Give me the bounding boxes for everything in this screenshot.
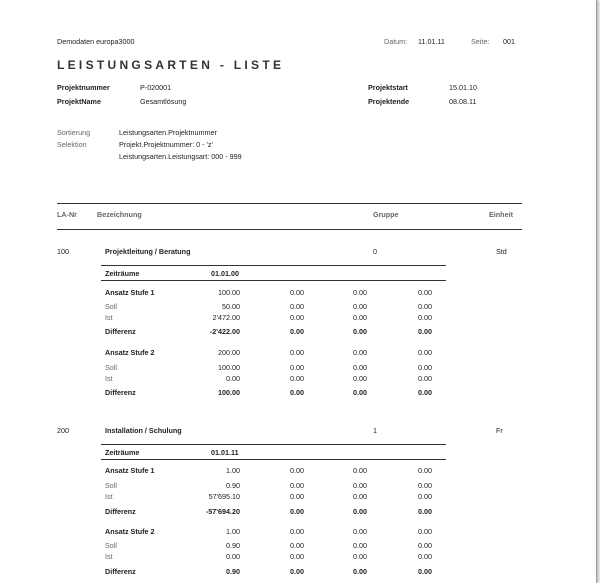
ansatz-value: 0.00	[290, 466, 304, 475]
differenz-value: 0.00	[290, 507, 304, 516]
datum-value: 11.01.11	[418, 37, 445, 46]
ansatz-value: 0.00	[353, 288, 367, 297]
soll-value: 0.00	[353, 363, 367, 372]
soll-label: Soll	[105, 302, 117, 311]
soll-value: 100.00	[218, 363, 240, 372]
column-header-bottom-rule	[57, 229, 522, 230]
ist-value: 0.00	[418, 552, 432, 561]
ansatz-stufe-1-label: Ansatz Stufe 1	[105, 288, 155, 297]
ist-value: 0.00	[290, 552, 304, 561]
ansatz-value: 0.00	[353, 466, 367, 475]
seite-value: 001	[503, 37, 515, 46]
column-bezeichnung: Bezeichnung	[97, 210, 142, 219]
ansatz-value: 0.00	[418, 466, 432, 475]
zeitraeume-label: Zeiträume	[105, 448, 140, 457]
projektname-value: Gesamtlösung	[140, 97, 187, 106]
seite-label: Seite:	[471, 37, 490, 46]
differenz-value: 100.00	[218, 388, 240, 397]
projektende-value: 08.08.11	[449, 97, 477, 106]
datum-label: Datum:	[384, 37, 408, 46]
soll-label: Soll	[105, 541, 117, 550]
soll-value: 0.00	[290, 302, 304, 311]
soll-value: 0.00	[290, 541, 304, 550]
sortierung-label: Sortierung	[57, 128, 91, 137]
projektende-label: Projektende	[368, 97, 410, 106]
ansatz-value: 0.00	[290, 527, 304, 536]
entry-einheit: Std	[496, 247, 507, 256]
soll-value: 0.90	[226, 541, 240, 550]
differenz-value: -2'422.00	[209, 327, 240, 336]
ist-value: 0.00	[418, 492, 432, 501]
ist-value: 0.00	[290, 492, 304, 501]
zeitraum-value: 01.01.11	[211, 448, 239, 457]
ist-label: Ist	[105, 492, 113, 501]
differenz-value: 0.00	[418, 507, 432, 516]
differenz-label: Differenz	[105, 327, 136, 336]
ansatz-value: 200.00	[218, 348, 240, 357]
ist-label: Ist	[105, 552, 113, 561]
differenz-value: 0.00	[353, 327, 367, 336]
projektstart-value: 15.01.10	[449, 83, 477, 92]
ansatz-stufe-2-label: Ansatz Stufe 2	[105, 527, 155, 536]
ist-value: 57'695.10	[208, 492, 240, 501]
selektion-value-1: Projekt.Projektnummer: 0 - 'z'	[119, 140, 213, 149]
entry-einheit: Fr	[496, 426, 503, 435]
projektname-label: ProjektName	[57, 97, 101, 106]
soll-value: 50.00	[222, 302, 240, 311]
ist-value: 0.00	[226, 552, 240, 561]
soll-value: 0.00	[290, 363, 304, 372]
ist-value: 0.00	[226, 374, 240, 383]
ist-value: 0.00	[353, 374, 367, 383]
soll-value: 0.00	[418, 302, 432, 311]
differenz-value: 0.00	[353, 567, 367, 576]
differenz-value: 0.00	[353, 507, 367, 516]
differenz-value: 0.00	[353, 388, 367, 397]
differenz-label: Differenz	[105, 567, 136, 576]
ist-label: Ist	[105, 313, 113, 322]
ist-value: 0.00	[418, 374, 432, 383]
entry-name: Projektleitung / Beratung	[105, 247, 191, 256]
projektnummer-label: Projektnummer	[57, 83, 110, 92]
soll-label: Soll	[105, 363, 117, 372]
ansatz-value: 1.00	[226, 466, 240, 475]
zeitraeume-label: Zeiträume	[105, 269, 140, 278]
projektstart-label: Projektstart	[368, 83, 408, 92]
ist-value: 0.00	[353, 552, 367, 561]
zeitraum-top-rule	[101, 444, 446, 445]
entry-nr: 200	[57, 426, 69, 435]
selektion-value-2: Leistungsarten.Leistungsart: 000 - 999	[119, 152, 242, 161]
soll-value: 0.00	[418, 541, 432, 550]
ansatz-value: 0.00	[290, 348, 304, 357]
entry-nr: 100	[57, 247, 69, 256]
differenz-value: -57'694.20	[205, 507, 240, 516]
differenz-value: 0.00	[418, 567, 432, 576]
zeitraum-value: 01.01.00	[211, 269, 239, 278]
ist-label: Ist	[105, 374, 113, 383]
differenz-value: 0.00	[418, 388, 432, 397]
soll-value: 0.00	[418, 481, 432, 490]
entry-gruppe: 1	[373, 426, 377, 435]
zeitraum-bottom-rule	[101, 280, 446, 281]
ist-value: 0.00	[353, 313, 367, 322]
differenz-label: Differenz	[105, 507, 136, 516]
ist-value: 0.00	[418, 313, 432, 322]
zeitraum-top-rule	[101, 265, 446, 266]
ist-value: 0.00	[353, 492, 367, 501]
ansatz-stufe-1-label: Ansatz Stufe 1	[105, 466, 155, 475]
soll-value: 0.90	[226, 481, 240, 490]
soll-value: 0.00	[353, 481, 367, 490]
ansatz-value: 0.00	[418, 348, 432, 357]
ansatz-stufe-2-label: Ansatz Stufe 2	[105, 348, 155, 357]
ansatz-value: 0.00	[418, 527, 432, 536]
entry-name: Installation / Schulung	[105, 426, 182, 435]
projektnummer-value: P-020001	[140, 83, 172, 92]
ist-value: 2'472.00	[212, 313, 240, 322]
ansatz-value: 100.00	[218, 288, 240, 297]
differenz-label: Differenz	[105, 388, 136, 397]
soll-label: Soll	[105, 481, 117, 490]
column-einheit: Einheit	[489, 210, 513, 219]
entry-gruppe: 0	[373, 247, 377, 256]
selektion-label: Selektion	[57, 140, 87, 149]
differenz-value: 0.00	[418, 327, 432, 336]
differenz-value: 0.00	[290, 327, 304, 336]
differenz-value: 0.90	[226, 567, 240, 576]
ansatz-value: 1.00	[226, 527, 240, 536]
differenz-value: 0.00	[290, 567, 304, 576]
company-name: Demodaten europa3000	[57, 37, 135, 46]
zeitraum-bottom-rule	[101, 459, 446, 460]
ansatz-value: 0.00	[353, 527, 367, 536]
differenz-value: 0.00	[290, 388, 304, 397]
sortierung-value: Leistungsarten.Projektnummer	[119, 128, 217, 137]
page-title: LEISTUNGSARTEN - LISTE	[57, 58, 285, 72]
column-header-top-rule	[57, 203, 522, 204]
column-la-nr: LA-Nr	[57, 210, 77, 219]
soll-value: 0.00	[353, 302, 367, 311]
soll-value: 0.00	[353, 541, 367, 550]
column-gruppe: Gruppe	[373, 210, 399, 219]
ist-value: 0.00	[290, 374, 304, 383]
ansatz-value: 0.00	[290, 288, 304, 297]
ansatz-value: 0.00	[353, 348, 367, 357]
ansatz-value: 0.00	[418, 288, 432, 297]
ist-value: 0.00	[290, 313, 304, 322]
soll-value: 0.00	[418, 363, 432, 372]
soll-value: 0.00	[290, 481, 304, 490]
